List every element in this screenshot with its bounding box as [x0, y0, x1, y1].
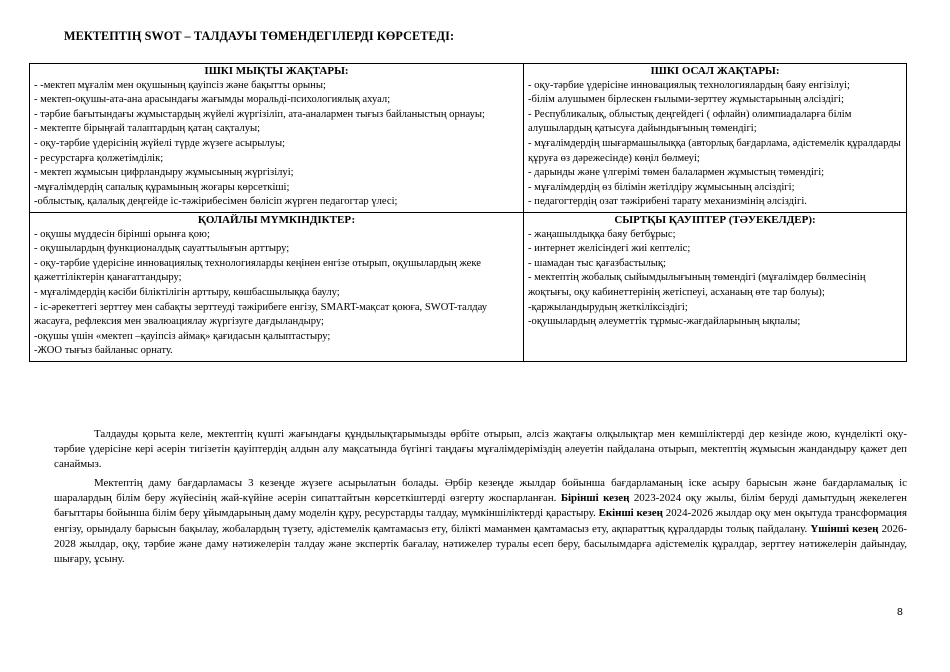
list-item: - іс-әрекеттегі зерттеу мен сабақты зерттеуді тәжірибеге енгізу, SMART-мақсат қоюға, SWOT-талдау жасауға, рефлексия мен эвалюациялау жүргізуге дағдыландыру;: [34, 301, 488, 328]
stage-3-label: Үшінші кезең: [810, 522, 879, 535]
list-item: - педагогтердің озат тәжірибені тарату механизмінің әлсіздігі.: [528, 196, 807, 208]
page-title: МЕКТЕПТІҢ SWOT – ТАЛДАУЫ ТӨМЕНДЕГІЛЕРДІ КӨРСЕТЕДІ:: [64, 29, 455, 43]
list-item: - -мектеп мұғалім мен оқушының қауіпсіз және бақытты орыны;: [34, 79, 326, 91]
conclusion-paragraph: [54, 427, 907, 473]
list-item: - мектепте бірыңғай талаптардың қатаң сақталуы;: [34, 123, 261, 135]
weaknesses-cell: [524, 64, 907, 213]
stage-2-text: 2024-2026 жылдар оқу мен оқытуда трансформация енгізу, орындалу барысын бақылау, жобалардың түзету, әдістемелік қамтамасыз ету, білікті маманмен қамтамасыз ету, ақпараттық құралдарды толық пайдалану.: [54, 507, 907, 535]
page-number: 8: [897, 606, 903, 618]
swot-row-external: [30, 212, 907, 361]
stage-3-text: 2026-2028 жылдар, оқу, тәрбие және даму нәтижелерін талдау және экспертік бағалау, нәтижелер туралы есеп беру, басылымдарға әдістемелік құралдар, зерттеу нәтижелерін дайындау, шығару, ұсыну.: [54, 522, 908, 566]
list-item: - оқушылардың функционалдық сауаттылығын арттыру;: [34, 243, 290, 255]
swot-table: [29, 63, 907, 362]
strengths-list: [34, 79, 519, 210]
list-item: - мектеп-оқушы-ата-ана арасындағы жағымды моральдi-психологиялық ахуал;: [34, 94, 391, 106]
weaknesses-list: [528, 79, 902, 210]
list-item: - мұғалімдердің өз білімін жетілдіру жұмысының әлсіздігі;: [528, 181, 795, 193]
list-item: -ЖОО тығыз байланыс орнату.: [34, 345, 173, 357]
list-item: - тәрбие бағытындағы жұмыстардың жүйелі жүргізіліп, ата-аналармен тығыз байланыстың орнауы;: [34, 108, 485, 120]
stage-2-label: Екінші кезең: [598, 507, 663, 520]
opportunities-heading: ҚОЛАЙЛЫ МҮМКІНДІКТЕР:: [197, 213, 356, 226]
list-item: - интернет желісіндегі жиі кептеліс;: [528, 243, 691, 255]
list-item: -оқушылардың әлеуметтік тұрмыс-жағдайларының ықпалы;: [528, 316, 801, 328]
weaknesses-heading: ІШКІ ОСАЛ ЖАҚТАРЫ:: [650, 65, 780, 77]
swot-row-internal: [30, 64, 907, 213]
opportunities-cell: [30, 212, 524, 361]
list-item: - шамадан тыс қағазбастылық;: [528, 257, 666, 269]
list-item: - Республикалық, облыстық деңгейдегі ( офлайн) олимпиадаларға білім алушылардың қатысуға дайындығының төмендігі;: [528, 108, 852, 135]
threats-cell: [524, 212, 907, 361]
stage-1-text: 2023-2024 оқу жылы, білім беруді дамытудың жекелеген бағыттары бойынша білім беру ұйымдарының даму моделін құру, ресурстарды талдау, мүмкіншіліктерді қарастыру.: [54, 492, 907, 520]
list-item: - мектеп жұмысын цифрландыру жұмысының жүргізілуі;: [34, 167, 294, 179]
list-item: - оқу-тәрбие үдерісіне инновациялық технологиялардың баяу енгізілуі;: [528, 79, 850, 91]
list-item: - мектептің жобалық сыйымдылығының төмендігі (мұғалімдер бөлмесінің жоқтығы, оқу кабинеттерінің жетіспеуі, асханаың өте тар болуы);: [528, 272, 866, 298]
list-item: - жаңашылдыққа баяу бетбұрыс;: [528, 228, 676, 240]
list-item: - ресурстарға қолжетімділік;: [34, 152, 164, 164]
strengths-heading: ІШКІ МЫҚТЫ ЖАҚТАРЫ:: [204, 65, 349, 77]
threats-heading: СЫРТҚЫ ҚАУІПТЕР (ТӘУЕКЕЛДЕР):: [614, 213, 816, 226]
list-item: - мұғалімдердің шығармашылыққа (авторлық бағдарлама, әдістемелік құралдарды құруға өз дәрежесінде) көңіл бөлмеуі;: [528, 137, 901, 164]
stages-intro: Мектептің даму бағдарламасы 3 кезеңде жүзеге асырылатын болады. Әрбір кезеңде жылдар бойынша бағдарламаның іске асыру барысын және бағдарламалық іс шаралардың білім беру жүйесінің жай-күйіне әсерін сипаттайтын көрсеткіштерді өзгерту жоспарланған.: [54, 477, 907, 505]
list-item: -мұғалімдердің сапалық құрамының жоғары көрсеткіші;: [34, 181, 290, 193]
strengths-cell: [30, 64, 524, 213]
list-item: -қаржыландырудың жеткіліксіздігі;: [528, 301, 688, 313]
threats-list: [528, 228, 902, 330]
opportunities-list: [34, 228, 519, 359]
list-item: -білім алушымен бірлескен ғылыми-зерттеу жұмыстарының әлсіздігі;: [528, 94, 844, 106]
conclusion-text: Талдауды қорыта келе, мектептің күшті жағындағы құндылықтарымызды өрбіте отырып, әлсіз жақтағы олқылықтар мен кемшіліктерді дер кезінде жою, күнделікті оқу-тәрбие үдерісіне кері әсерін тигізетін қауіптердің алдын алу мақсатында бүгінгі таңдағы мұғалімдеріміздің әлеуетін пайдалана отырып, мектептің жұмысын жандандыру қажет деп санаймыз.: [54, 428, 907, 471]
list-item: - дарынды және үлгерімі төмен балалармен жұмыстың төмендігі;: [528, 167, 825, 179]
list-item: - оқу-тәрбие үдерісіне инновациялық технологияларды кеңінен енгізе отырып, оқушылардың жеке қажеттіліктерін қанағаттандыру;: [34, 257, 481, 284]
list-item: -облыстық, қалалық деңгейде іс-тәжірибесімен бөлісіп жүрген педагогтар үлесі;: [34, 196, 398, 208]
development-stages-paragraph: [54, 476, 907, 567]
stage-1-label: Бірінші кезең: [560, 492, 630, 505]
list-item: - мұғалімдердің кәсіби біліктілігін арттыру, көшбасшылыққа баулу;: [34, 286, 340, 298]
list-item: -оқушы үшін «мектеп –қауіпсіз аймақ» қағидасын қалыптастыру;: [34, 330, 331, 342]
list-item: - оқу-тәрбие үдерісінің жүйелі түрде жүзеге асырылуы;: [34, 137, 286, 149]
stages-text: [54, 476, 907, 567]
list-item: - оқушы мүддесін бірінші орынға қою;: [34, 228, 210, 240]
